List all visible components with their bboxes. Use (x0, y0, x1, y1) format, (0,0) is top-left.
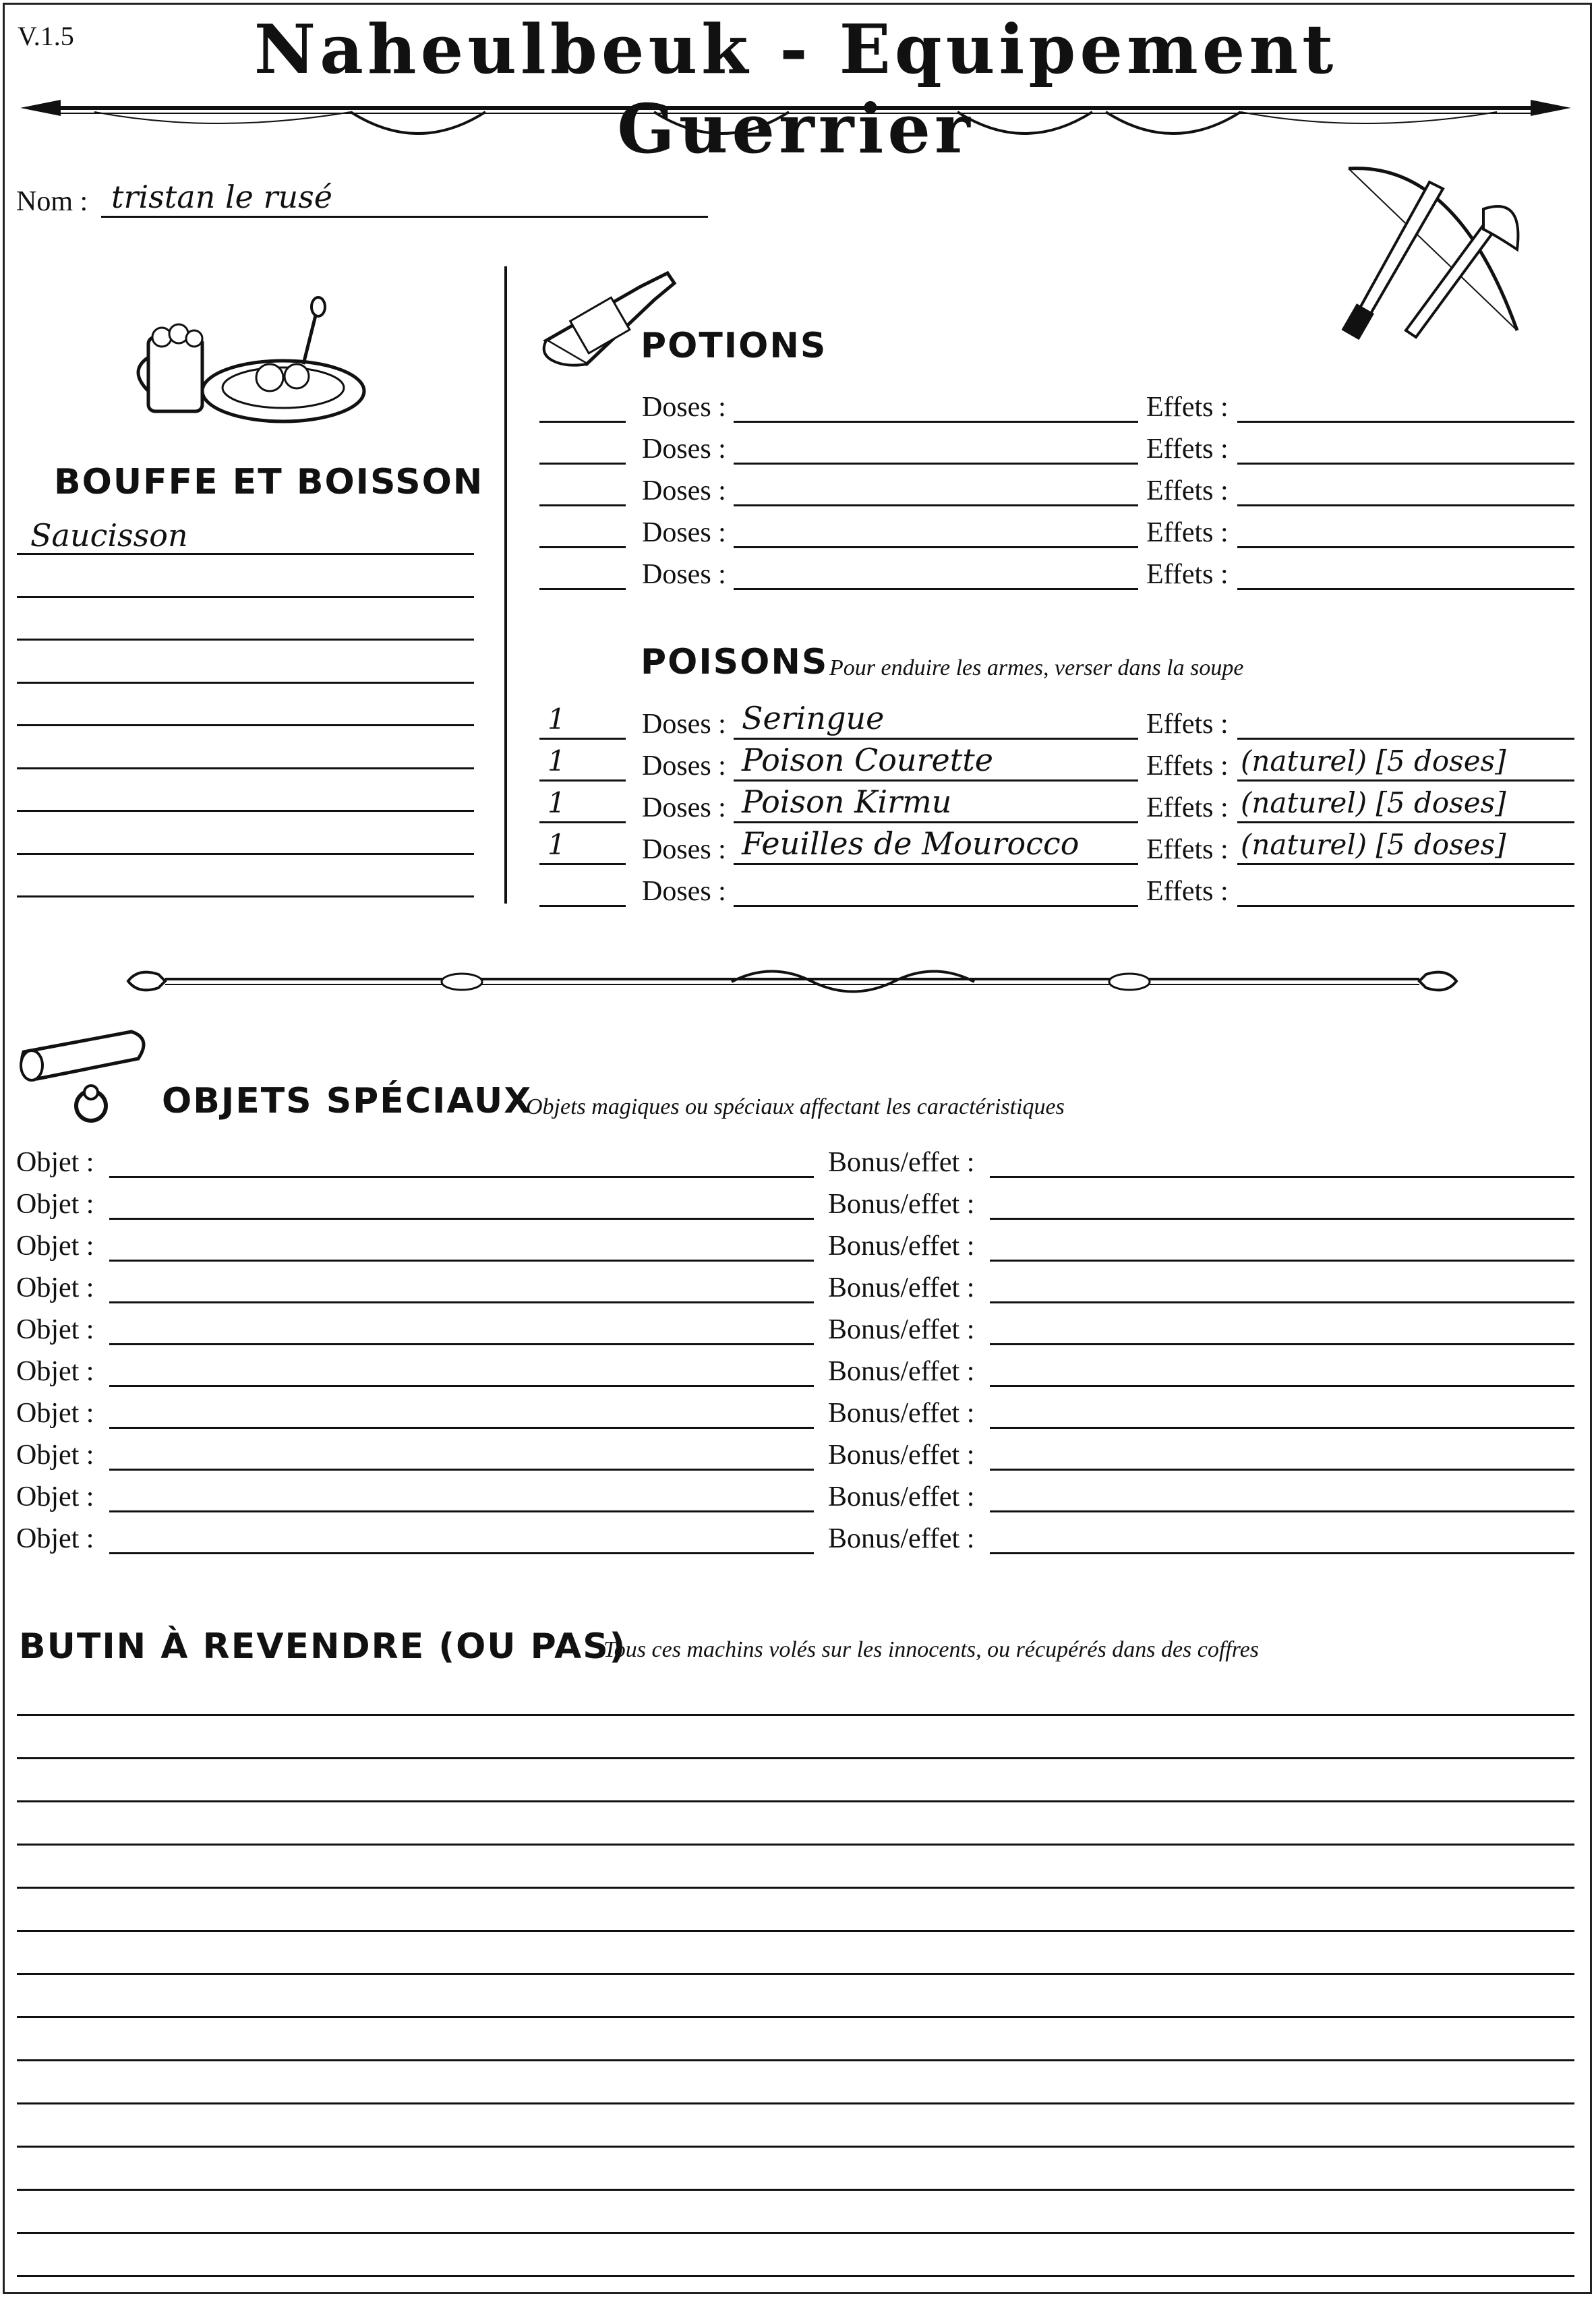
bonus-underline (990, 1176, 1574, 1178)
doses-underline (734, 421, 1138, 423)
doses-label: Doses : (642, 392, 726, 423)
food-underline (17, 596, 474, 598)
doses-field[interactable]: Feuilles de Mourocco (742, 825, 1080, 862)
bonus-label: Bonus/effet : (828, 1314, 975, 1345)
bonus-label: Bonus/effet : (828, 1189, 975, 1220)
doses-underline (734, 546, 1138, 548)
loot-underline (17, 1714, 1574, 1716)
food-underline (17, 553, 474, 555)
effets-field[interactable]: (naturel) [5 doses] (1241, 744, 1506, 777)
objet-label: Objet : (16, 1523, 94, 1554)
bonus-underline (990, 1510, 1574, 1512)
doses-underline (734, 738, 1138, 740)
loot-underline (17, 1973, 1574, 1975)
objet-underline (109, 1427, 814, 1429)
loot-underline (17, 1800, 1574, 1802)
doses-label: Doses : (642, 876, 726, 907)
objet-underline (109, 1260, 814, 1262)
loot-underline (17, 2016, 1574, 2018)
objet-label: Objet : (16, 1189, 94, 1220)
version-label: V.1.5 (18, 21, 74, 51)
doses-underline (734, 821, 1138, 823)
quantity-underline (539, 546, 626, 548)
doses-underline (734, 504, 1138, 506)
effets-underline (1237, 588, 1574, 590)
bonus-underline (990, 1385, 1574, 1387)
bonus-label: Bonus/effet : (828, 1398, 975, 1429)
name-field[interactable]: tristan le rusé (111, 179, 332, 215)
effets-underline (1237, 863, 1574, 865)
column-divider (504, 266, 507, 904)
bonus-label: Bonus/effet : (828, 1481, 975, 1512)
objet-label: Objet : (16, 1398, 94, 1429)
objet-label: Objet : (16, 1356, 94, 1387)
staff-divider-icon (125, 958, 1460, 1005)
poisons-section-title: POISONS (641, 642, 829, 682)
quantity-field[interactable]: 1 (548, 828, 566, 861)
quantity-underline (539, 863, 626, 865)
effets-underline (1237, 779, 1574, 782)
objet-label: Objet : (16, 1147, 94, 1178)
quantity-underline (539, 421, 626, 423)
loot-underline (17, 1844, 1574, 1846)
effets-underline (1237, 738, 1574, 740)
objet-underline (109, 1218, 814, 1220)
doses-label: Doses : (642, 709, 726, 740)
effets-label: Effets : (1146, 392, 1229, 423)
effets-underline (1237, 463, 1574, 465)
loot-underline (17, 2275, 1574, 2277)
food-underline (17, 682, 474, 684)
objet-underline (109, 1552, 814, 1554)
doses-underline (734, 463, 1138, 465)
bonus-underline (990, 1260, 1574, 1262)
doses-label: Doses : (642, 475, 726, 506)
effets-label: Effets : (1146, 709, 1229, 740)
doses-label: Doses : (642, 792, 726, 823)
bonus-underline (990, 1343, 1574, 1345)
effets-underline (1237, 821, 1574, 823)
doses-label: Doses : (642, 517, 726, 548)
quantity-field[interactable]: 1 (548, 744, 566, 777)
quantity-field[interactable]: 1 (548, 703, 566, 736)
doses-field[interactable]: Seringue (742, 700, 885, 736)
doses-label: Doses : (642, 434, 726, 465)
doses-label: Doses : (642, 559, 726, 590)
bonus-label: Bonus/effet : (828, 1523, 975, 1554)
special-section-title: OBJETS SPÉCIAUX (162, 1081, 533, 1121)
objet-label: Objet : (16, 1440, 94, 1471)
potions-section-title: POTIONS (641, 326, 827, 366)
quantity-underline (539, 779, 626, 782)
bonus-label: Bonus/effet : (828, 1147, 975, 1178)
poisons-subtitle: Pour enduire les armes, verser dans la soupe (829, 655, 1244, 680)
doses-label: Doses : (642, 750, 726, 782)
crossed-weapons-icon (1322, 155, 1537, 344)
loot-subtitle: Tous ces machins volés sur les innocents, ou récupérés dans des coffres (603, 1637, 1260, 1662)
objet-underline (109, 1469, 814, 1471)
loot-underline (17, 2102, 1574, 2104)
food-underline (17, 810, 474, 812)
food-underline (17, 895, 474, 897)
loot-underline (17, 2189, 1574, 2191)
food-entry[interactable]: Saucisson (30, 517, 188, 554)
quantity-underline (539, 463, 626, 465)
objet-underline (109, 1176, 814, 1178)
objet-underline (109, 1385, 814, 1387)
effets-label: Effets : (1146, 559, 1229, 590)
effets-field[interactable]: (naturel) [5 doses] (1241, 828, 1506, 861)
effets-label: Effets : (1146, 517, 1229, 548)
effets-label: Effets : (1146, 792, 1229, 823)
loot-section-title: BUTIN À REVENDRE (OU PAS) (19, 1626, 627, 1667)
effets-underline (1237, 421, 1574, 423)
loot-underline (17, 2146, 1574, 2148)
effets-label: Effets : (1146, 834, 1229, 865)
spear-divider-top-icon (13, 81, 1578, 148)
loot-underline (17, 2232, 1574, 2234)
effets-label: Effets : (1146, 434, 1229, 465)
bonus-underline (990, 1427, 1574, 1429)
quantity-underline (539, 738, 626, 740)
food-underline (17, 767, 474, 769)
bonus-underline (990, 1552, 1574, 1554)
bonus-underline (990, 1301, 1574, 1303)
food-underline (17, 853, 474, 855)
name-label: Nom : (16, 186, 88, 217)
food-underline (17, 724, 474, 726)
bonus-label: Bonus/effet : (828, 1272, 975, 1303)
doses-underline (734, 863, 1138, 865)
scroll-and-ring-icon (17, 1025, 152, 1133)
bonus-underline (990, 1218, 1574, 1220)
objet-label: Objet : (16, 1272, 94, 1303)
loot-underline (17, 2059, 1574, 2061)
food-section-title: BOUFFE ET BOISSON (54, 462, 484, 502)
objet-label: Objet : (16, 1481, 94, 1512)
quantity-field[interactable]: 1 (548, 786, 566, 819)
doses-underline (734, 779, 1138, 782)
doses-underline (734, 905, 1138, 907)
quantity-underline (539, 905, 626, 907)
bonus-underline (990, 1469, 1574, 1471)
name-underline (101, 216, 708, 218)
objet-label: Objet : (16, 1231, 94, 1262)
loot-underline (17, 1930, 1574, 1932)
objet-underline (109, 1301, 814, 1303)
doses-field[interactable]: Poison Kirmu (742, 784, 952, 820)
effets-underline (1237, 546, 1574, 548)
effets-underline (1237, 905, 1574, 907)
effets-label: Effets : (1146, 876, 1229, 907)
objet-underline (109, 1343, 814, 1345)
food-and-drink-icon (135, 297, 378, 432)
bonus-label: Bonus/effet : (828, 1231, 975, 1262)
doses-field[interactable]: Poison Courette (742, 742, 993, 778)
quantity-underline (539, 821, 626, 823)
effets-label: Effets : (1146, 750, 1229, 782)
effets-underline (1237, 504, 1574, 506)
objet-underline (109, 1510, 814, 1512)
objet-label: Objet : (16, 1314, 94, 1345)
effets-label: Effets : (1146, 475, 1229, 506)
page-title: Naheulbeuk - Equipement Guerrier (254, 9, 1338, 169)
quantity-underline (539, 588, 626, 590)
doses-underline (734, 588, 1138, 590)
bonus-label: Bonus/effet : (828, 1356, 975, 1387)
bonus-label: Bonus/effet : (828, 1440, 975, 1471)
quantity-underline (539, 504, 626, 506)
doses-label: Doses : (642, 834, 726, 865)
special-subtitle: Objets magiques ou spéciaux affectant les caractéristiques (526, 1094, 1065, 1119)
effets-field[interactable]: (naturel) [5 doses] (1241, 786, 1506, 819)
loot-underline (17, 1887, 1574, 1889)
food-underline (17, 639, 474, 641)
loot-underline (17, 1757, 1574, 1759)
